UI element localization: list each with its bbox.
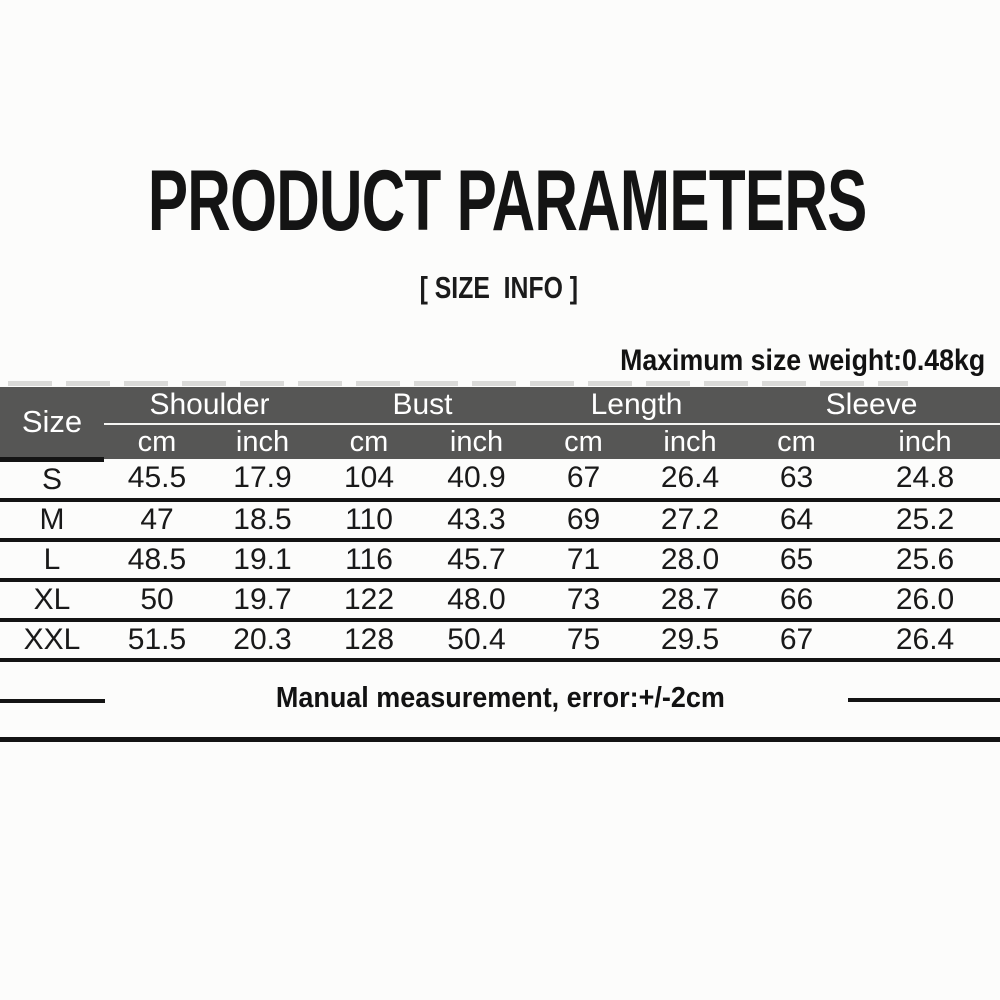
value-cell: 48.5 xyxy=(104,540,210,580)
group-header-row xyxy=(0,387,1000,424)
size-cell: XL xyxy=(0,580,104,620)
value-cell: 67 xyxy=(743,620,850,660)
unit-header-cm: cm xyxy=(104,424,210,459)
max-weight-note: Maximum size weight:0.48kg xyxy=(619,344,985,377)
group-header-shoulder: Shoulder xyxy=(104,387,315,424)
table-row xyxy=(0,580,1000,620)
value-cell: 63 xyxy=(743,459,850,500)
unit-header-inch: inch xyxy=(210,424,315,459)
value-cell: 104 xyxy=(315,459,423,500)
unit-header-inch: inch xyxy=(423,424,530,459)
value-cell: 67 xyxy=(530,459,637,500)
value-cell: 40.9 xyxy=(423,459,530,500)
value-cell: 27.2 xyxy=(637,500,743,540)
value-cell: 75 xyxy=(530,620,637,660)
value-cell: 26.4 xyxy=(637,459,743,500)
value-cell: 19.7 xyxy=(210,580,315,620)
bottom-rule xyxy=(0,737,1000,742)
value-cell: 73 xyxy=(530,580,637,620)
value-cell: 45.5 xyxy=(104,459,210,500)
size-cell: XXL xyxy=(0,620,104,660)
value-cell: 25.2 xyxy=(850,500,1000,540)
value-cell: 47 xyxy=(104,500,210,540)
value-cell: 18.5 xyxy=(210,500,315,540)
size-cell: L xyxy=(0,540,104,580)
value-cell: 45.7 xyxy=(423,540,530,580)
value-cell: 122 xyxy=(315,580,423,620)
value-cell: 28.0 xyxy=(637,540,743,580)
subtitle-row xyxy=(0,271,1000,305)
value-cell: 19.1 xyxy=(210,540,315,580)
unit-header-cm: cm xyxy=(315,424,423,459)
value-cell: 48.0 xyxy=(423,580,530,620)
group-header-length: Length xyxy=(530,387,743,424)
value-cell: 43.3 xyxy=(423,500,530,540)
value-cell: 66 xyxy=(743,580,850,620)
unit-header-inch: inch xyxy=(637,424,743,459)
size-cell: S xyxy=(0,459,104,500)
group-header-sleeve: Sleeve xyxy=(743,387,1000,424)
unit-header-cm: cm xyxy=(743,424,850,459)
value-cell: 65 xyxy=(743,540,850,580)
value-cell: 69 xyxy=(530,500,637,540)
value-cell: 71 xyxy=(530,540,637,580)
page-title-row xyxy=(0,153,1000,249)
footer-right-rule xyxy=(848,698,1000,702)
size-info-subtitle: [ SIZE INFO ] xyxy=(419,270,579,305)
measurement-error-note: Manual measurement, error:+/-2cm xyxy=(275,682,725,714)
value-cell: 29.5 xyxy=(637,620,743,660)
value-cell: 50.4 xyxy=(423,620,530,660)
value-cell: 26.4 xyxy=(850,620,1000,660)
page-title: PRODUCT PARAMETERS xyxy=(147,153,867,249)
size-column-header: Size xyxy=(0,387,104,459)
unit-header-inch: inch xyxy=(850,424,1000,459)
table-row xyxy=(0,540,1000,580)
value-cell: 50 xyxy=(104,580,210,620)
value-cell: 24.8 xyxy=(850,459,1000,500)
value-cell: 26.0 xyxy=(850,580,1000,620)
value-cell: 51.5 xyxy=(104,620,210,660)
value-cell: 20.3 xyxy=(210,620,315,660)
unit-header-row xyxy=(0,424,1000,459)
size-table-head xyxy=(0,387,1000,459)
table-row xyxy=(0,459,1000,500)
value-cell: 128 xyxy=(315,620,423,660)
value-cell: 116 xyxy=(315,540,423,580)
size-table xyxy=(0,387,1000,662)
value-cell: 25.6 xyxy=(850,540,1000,580)
group-header-bust: Bust xyxy=(315,387,530,424)
size-cell: M xyxy=(0,500,104,540)
value-cell: 110 xyxy=(315,500,423,540)
size-table-body xyxy=(0,459,1000,660)
footer-left-rule xyxy=(0,699,105,703)
unit-header-cm: cm xyxy=(530,424,637,459)
table-row xyxy=(0,500,1000,540)
value-cell: 28.7 xyxy=(637,580,743,620)
table-row xyxy=(0,620,1000,660)
value-cell: 64 xyxy=(743,500,850,540)
value-cell: 17.9 xyxy=(210,459,315,500)
torn-edge-decoration xyxy=(8,381,908,386)
